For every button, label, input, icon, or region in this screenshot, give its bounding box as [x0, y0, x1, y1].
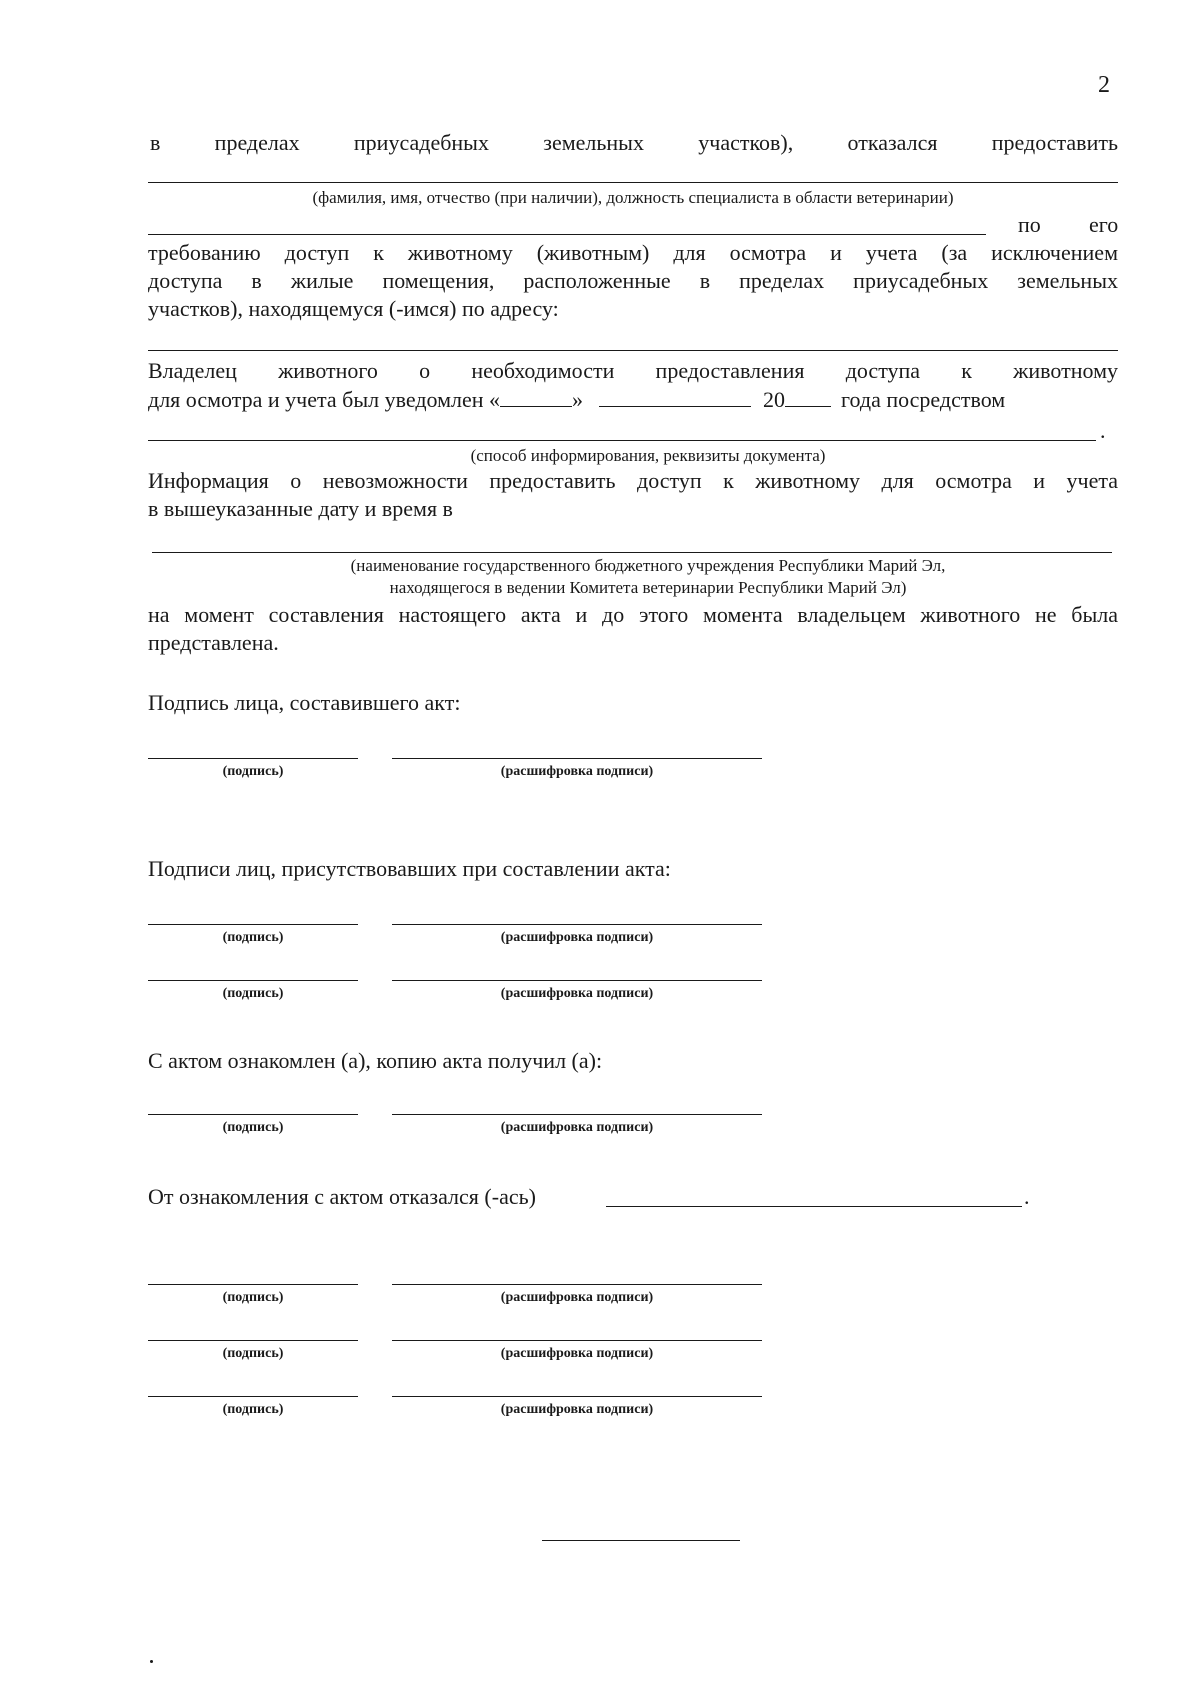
caption-signature: (подпись) [222, 1120, 284, 1135]
paragraph-line: доступа в жилые помещения, расположенные в пределах приусадебных земельных [148, 268, 1118, 293]
caption-signature-decode: (расшифровка подписи) [500, 1290, 654, 1305]
month-fill-line [599, 386, 751, 407]
address-fill-line [148, 350, 1118, 351]
signature-line [148, 1340, 358, 1341]
intro-word: отказался [847, 130, 938, 155]
intro-word: участков), [698, 130, 794, 155]
sign-present-label: Подписи лиц, присутствовавших при составлении акта: [148, 856, 671, 881]
intro-word: предоставить [991, 130, 1118, 155]
caption-signature-decode: (расшифровка подписи) [500, 1402, 654, 1417]
signature-decode-line [392, 1284, 762, 1285]
sentence-dot: . [1024, 1184, 1030, 1209]
intro-line [150, 130, 1118, 156]
paragraph-line: участков), находящемуся (-имся) по адресу: [148, 296, 559, 321]
caption-signature-decode: (расшифровка подписи) [500, 1120, 654, 1135]
signature-decode-line [392, 1340, 762, 1341]
signature-line [148, 1284, 358, 1285]
tail-word: его [1089, 212, 1119, 237]
sign-compiler-label: Подпись лица, составившего акт: [148, 690, 461, 715]
fill-line [148, 234, 986, 235]
info-line: представлена. [148, 630, 279, 655]
signature-decode-line [392, 1114, 762, 1115]
intro-word: земельных [543, 130, 644, 155]
signature-line [148, 980, 358, 981]
notice-date-line [148, 386, 1118, 413]
acquainted-label: С актом ознакомлен (а), копию акта получил (а): [148, 1048, 603, 1073]
year-fill-line [785, 386, 831, 407]
caption-signature: (подпись) [222, 1402, 284, 1417]
day-fill-line [500, 386, 572, 407]
caption-signature-decode: (расшифровка подписи) [500, 1346, 654, 1361]
info-line: Информация о невозможности предоставить доступ к животному для осмотра и учета [148, 468, 1118, 493]
info-line: в вышеуказанные дату и время в [148, 496, 453, 521]
caption-org: (наименование государственного бюджетного учреждения Республики Марий Эл, [350, 556, 946, 575]
caption-method: (способ информирования, реквизиты документа) [470, 446, 826, 465]
caption-signature-decode: (расшифровка подписи) [500, 930, 654, 945]
intro-word: приусадебных [353, 130, 489, 155]
caption-signature: (подпись) [222, 1346, 284, 1361]
paragraph-line: требованию доступ к животному (животным) для осмотра и учета (за исключением [148, 240, 1118, 265]
notice-text: года посредством [841, 387, 1006, 412]
notice-text: для осмотра и учета был уведомлен « [148, 387, 501, 412]
signature-decode-line [392, 1396, 762, 1397]
intro-word: в [150, 130, 161, 155]
method-fill-line [148, 440, 1096, 441]
fill-line [148, 182, 1118, 183]
caption-signature: (подпись) [222, 764, 284, 779]
notice-text: » [572, 387, 584, 412]
caption-signature: (подпись) [222, 986, 284, 1001]
signature-decode-line [392, 980, 762, 981]
caption-org: находящегося в ведении Комитета ветеринарии Республики Марий Эл) [389, 578, 907, 597]
sentence-dot: . [1100, 418, 1106, 443]
caption-specialist: (фамилия, имя, отчество (при наличии), должность специалиста в области ветеринарии) [312, 188, 954, 207]
signature-line [148, 758, 358, 759]
intro-word: пределах [214, 130, 300, 155]
page-number: 2 [1098, 72, 1110, 98]
signature-line [148, 1114, 358, 1115]
caption-signature: (подпись) [222, 930, 284, 945]
signature-line [148, 924, 358, 925]
signature-line [148, 1396, 358, 1397]
refused-fill-line [606, 1206, 1022, 1207]
notice-line: Владелец животного о необходимости предоставления доступа к животному [148, 358, 1118, 383]
caption-signature: (подпись) [222, 1290, 284, 1305]
org-fill-line [152, 552, 1112, 553]
caption-signature-decode: (расшифровка подписи) [500, 986, 654, 1001]
info-line: на момент составления настоящего акта и до этого момента владельцем животного не была [148, 602, 1118, 627]
closing-divider [542, 1540, 740, 1541]
refused-label: От ознакомления с актом отказался (-ась) [148, 1184, 536, 1209]
caption-signature-decode: (расшифровка подписи) [500, 764, 654, 779]
tail-word: по [1018, 212, 1041, 237]
signature-decode-line [392, 924, 762, 925]
scan-speck [150, 1660, 153, 1663]
notice-text: 20 [763, 387, 786, 412]
signature-decode-line [392, 758, 762, 759]
